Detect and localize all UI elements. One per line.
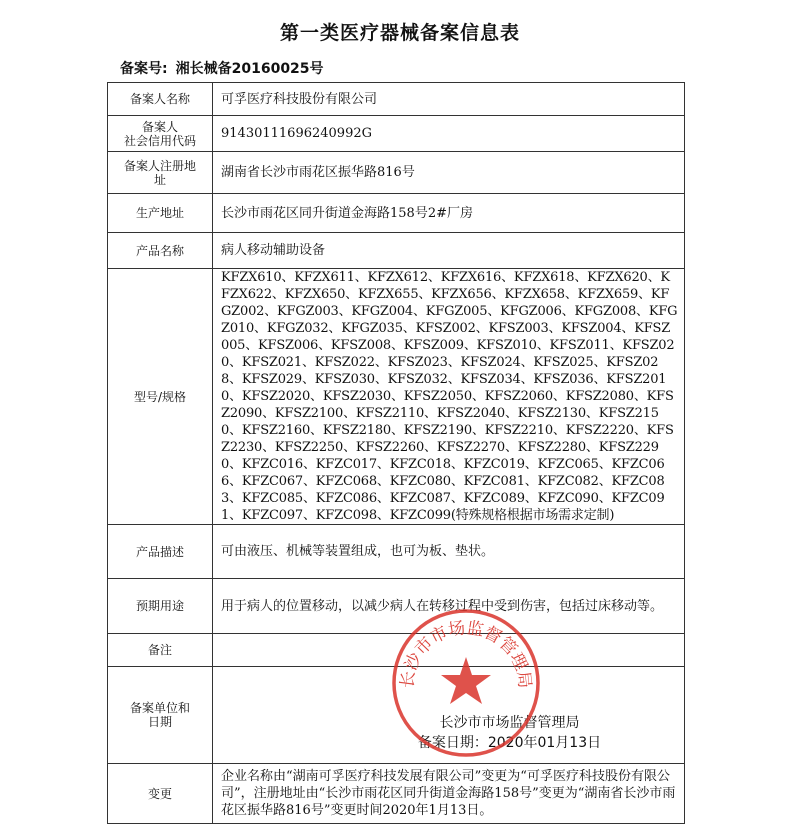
label-credit-code-line2: 社会信用代码 bbox=[123, 133, 196, 148]
label-registered-address-line2: 址 bbox=[153, 172, 166, 187]
row-changes bbox=[108, 764, 685, 824]
row-credit-code bbox=[108, 116, 685, 152]
value-registered-address: 湖南省长沙市雨花区振华路816号 bbox=[213, 152, 685, 194]
label-filing-unit-line2: 日期 bbox=[147, 715, 172, 729]
value-production-address: 长沙市雨花区同升街道金海路158号2#厂房 bbox=[213, 194, 685, 233]
label-credit-code bbox=[108, 116, 213, 152]
row-registrant-name bbox=[108, 83, 685, 116]
official-seal bbox=[388, 605, 544, 761]
page-title: 第一类医疗器械备案信息表 bbox=[279, 22, 520, 44]
value-intended-use: 用于病人的位置移动，以减少病人在转移过程中受到伤害，包括过床移动等。 bbox=[213, 579, 685, 634]
label-intended-use: 预期用途 bbox=[108, 579, 213, 634]
label-registered-address-line1: 备案人注册地 bbox=[123, 158, 196, 173]
filing-date: 备案日期：2020年01月13日 bbox=[417, 735, 602, 751]
row-product-name bbox=[108, 233, 685, 269]
value-models: KFZX610、KFZX611、KFZX612、KFZX616、KFZX618、KFZX620、KFZX622、KFZX650、KFZX655、KFZX656、KFZX658、KFZX659、KFGZ002、KFGZ003、KFGZ004、KFGZ005、KFGZ006、KFGZ008、KFGZ010、KFGZ032、KFGZ035、KFSZ002、KFSZ003、KFSZ004、KFSZ005、KFSZ006、KFSZ008、KFSZ009、KFSZ010、KFSZ011、KFSZ020、KFSZ021、KFSZ022、KFSZ023、KFSZ024、KFSZ025、KFSZ028、KFSZ029、KFSZ030、KFSZ032、KFSZ034、KFSZ036、KFSZ2010、KFSZ2020、KFSZ2030、KFSZ2050、KFSZ2060、KFSZ2080、KFSZ2090、KFSZ2100、KFSZ2110、KFSZ2040、KFSZ2130、KFSZ2150、KFSZ2160、KFSZ2180、KFSZ2190、KFSZ2210、KFSZ2220、KFSZ2230、KFSZ2250、KFSZ2260、KFSZ2270、KFSZ2280、KFSZ2290、KFZC016、KFZC017、KFZC018、KFZC019、KFZC065、KFZC066、KFZC067、KFZC068、KFZC080、KFZC081、KFZC082、KFZC083、KFZC085、KFZC086、KFZC087、KFZC089、KFZC090、KFZC091、KFZC097、KFZC098、KFZC099(特殊规格根据市场需求定制) bbox=[213, 269, 685, 525]
label-production-address: 生产地址 bbox=[108, 194, 213, 233]
value-description: 可由液压、机械等装置组成，也可为板、垫状。 bbox=[213, 525, 685, 579]
label-remarks: 备注 bbox=[108, 634, 213, 667]
row-registered-address bbox=[108, 152, 685, 194]
value-registrant-name: 可孚医疗科技股份有限公司 bbox=[213, 83, 685, 116]
row-production-address bbox=[108, 194, 685, 233]
label-credit-code-line1: 备案人 bbox=[141, 119, 178, 134]
record-number-value: 湘长械备20160025号 bbox=[175, 61, 324, 77]
record-number bbox=[120, 58, 324, 78]
label-product-name: 产品名称 bbox=[108, 233, 213, 269]
seal-text: 长沙市市场监督管理局 bbox=[397, 618, 535, 690]
label-registered-address bbox=[108, 152, 213, 194]
label-filing-unit-line1: 备案单位和 bbox=[129, 701, 190, 715]
value-credit-code: 91430111696240992G bbox=[213, 116, 685, 152]
star-icon bbox=[441, 657, 491, 704]
record-number-label: 备案号: bbox=[120, 61, 168, 77]
row-models bbox=[108, 269, 685, 525]
value-changes: 企业名称由“湖南可孚医疗科技发展有限公司”变更为“可孚医疗科技股份有限公司”，注册地址由“长沙市雨花区同升街道金海路158号”变更为“湖南省长沙市雨花区振华路816号”变更时间2020年1月13日。 bbox=[213, 764, 685, 824]
label-models: 型号/规格 bbox=[108, 269, 213, 525]
label-registrant-name: 备案人名称 bbox=[108, 83, 213, 116]
row-description bbox=[108, 525, 685, 579]
label-description: 产品描述 bbox=[108, 525, 213, 579]
filing-unit-name: 长沙市市场监督管理局 bbox=[439, 715, 580, 731]
value-product-name: 病人移动辅助设备 bbox=[213, 233, 685, 269]
label-filing-unit bbox=[108, 667, 213, 764]
label-changes: 变更 bbox=[108, 764, 213, 824]
